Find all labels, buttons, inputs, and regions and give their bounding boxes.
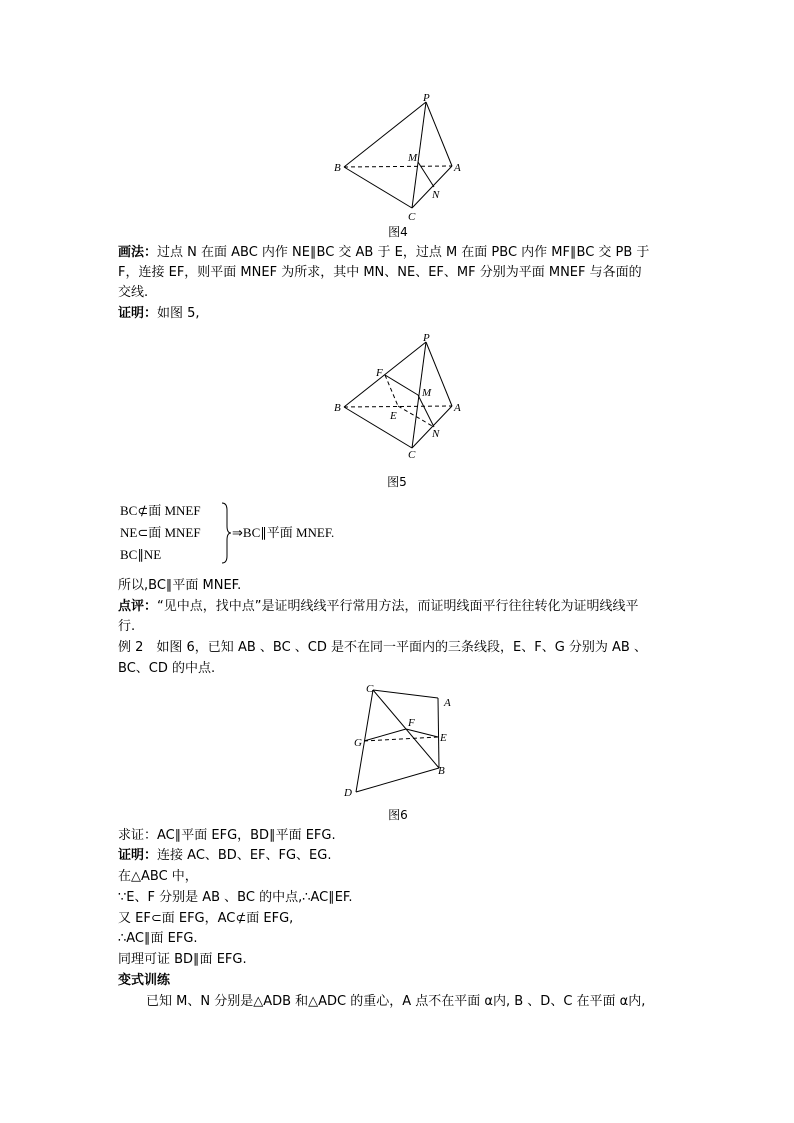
label-N: N <box>432 189 440 201</box>
label-A: A <box>454 402 461 414</box>
edge-PA <box>426 102 452 166</box>
proof1-line <box>118 304 678 324</box>
label-B: B <box>438 765 445 777</box>
edge-CA <box>412 406 452 448</box>
comment-line2: 行. <box>118 619 136 634</box>
label-D: D <box>344 787 352 799</box>
edge-BC <box>344 167 412 208</box>
drawing-method-text1: 过点 N 在面 ABC 内作 NE∥BC 交 AB 于 E，过点 M 在面 PBC 内作 MF∥BC 交 PB 于 <box>157 245 650 260</box>
segment-MN <box>418 395 434 427</box>
label-F: F <box>376 367 383 379</box>
proof2-line6: 同理可证 BD∥面 EFG. <box>118 952 247 967</box>
proof2-line4: 又 EF⊂面 EFG，AC⊄面 EFG, <box>118 911 294 926</box>
right-brace-icon <box>220 502 232 564</box>
segment-DB <box>356 768 439 792</box>
edge-BA-dashed <box>344 166 452 167</box>
brace-line-2: NE⊂面 MNEF <box>120 525 201 540</box>
segment-FE-dashed <box>385 375 398 406</box>
label-M: M <box>408 152 418 164</box>
label-E: E <box>440 732 447 744</box>
label-P: P <box>423 92 430 104</box>
label-G: G <box>354 737 362 749</box>
label-B: B <box>334 162 341 174</box>
label-C: C <box>366 683 374 695</box>
figure-6-caption: 图6 <box>388 808 408 822</box>
example2-line2: BC、CD 的中点. <box>118 661 216 676</box>
example2-line1: 例 2 如图 6，已知 AB 、BC 、CD 是不在同一平面内的三条线段，E、F、G 分别为 AB 、 <box>118 640 647 655</box>
edge-CA <box>412 166 452 208</box>
drawing-method-line3: 交线. <box>118 285 149 300</box>
label-C: C <box>408 449 416 461</box>
label-B: B <box>334 402 341 414</box>
segment-FE <box>406 729 438 737</box>
prove2-line: 求证：AC∥平面 EFG，BD∥平面 EFG. <box>118 828 336 843</box>
drawing-method-label: 画法： <box>118 245 158 260</box>
proof2-line5: ∴AC∥面 EFG. <box>118 931 198 946</box>
segment-AB <box>438 698 439 768</box>
brace-conclusion: ⇒BC∥平面 MNEF. <box>232 525 335 540</box>
label-F: F <box>408 717 415 729</box>
figure-5-caption: 图5 <box>387 475 407 489</box>
edge-PB <box>344 342 426 407</box>
variant-heading: 变式训练 <box>118 973 171 988</box>
label-C: C <box>408 211 416 223</box>
proof1-text: 如图 5, <box>157 306 200 321</box>
proof2-label: 证明： <box>118 848 158 863</box>
comment-label: 点评： <box>118 599 158 614</box>
drawing-method-line2: F，连接 EF，则平面 MNEF 为所求，其中 MN、NE、EF、MF 分别为平面 MNEF 与各面的 <box>118 265 642 280</box>
proof2-line3: ∵E、F 分别是 AB 、BC 的中点,∴AC∥EF. <box>118 890 353 905</box>
figure-6-quadrilateral <box>340 682 460 800</box>
drawing-method-line1 <box>118 243 678 263</box>
label-N: N <box>432 428 440 440</box>
label-E: E <box>390 410 397 422</box>
comment-text1: “见中点，找中点”是证明线线平行常用方法，而证明线面平行往往转化为证明线线平 <box>157 599 639 614</box>
proof2-line1 <box>118 846 678 866</box>
label-A: A <box>444 697 451 709</box>
brace-reasoning <box>120 500 380 566</box>
segment-CA <box>373 690 438 698</box>
label-M: M <box>422 387 432 399</box>
brace-line-1: BC⊄面 MNEF <box>120 503 201 518</box>
figure-4-caption: 图4 <box>388 225 408 239</box>
label-A: A <box>454 162 461 174</box>
variant-text: 已知 M、N 分别是△ADB 和△ADC 的重心，A 点不在平面 α内, B 、D、C 在平面 α内, <box>146 994 646 1009</box>
so-line: 所以,BC∥平面 MNEF. <box>118 578 242 593</box>
brace-premises <box>120 500 201 566</box>
figure-5-tetrahedron <box>330 330 470 465</box>
figure-4-tetrahedron <box>330 90 470 225</box>
proof1-label: 证明： <box>118 306 158 321</box>
brace-line-3: BC∥NE <box>120 547 162 562</box>
proof2-line2: 在△ABC 中， <box>118 869 198 884</box>
segment-FM <box>385 375 418 395</box>
edge-BC <box>344 407 412 448</box>
proof2-text: 连接 AC、BD、EF、FG、EG. <box>157 848 332 863</box>
label-P: P <box>423 332 430 344</box>
comment-line1 <box>118 597 678 617</box>
